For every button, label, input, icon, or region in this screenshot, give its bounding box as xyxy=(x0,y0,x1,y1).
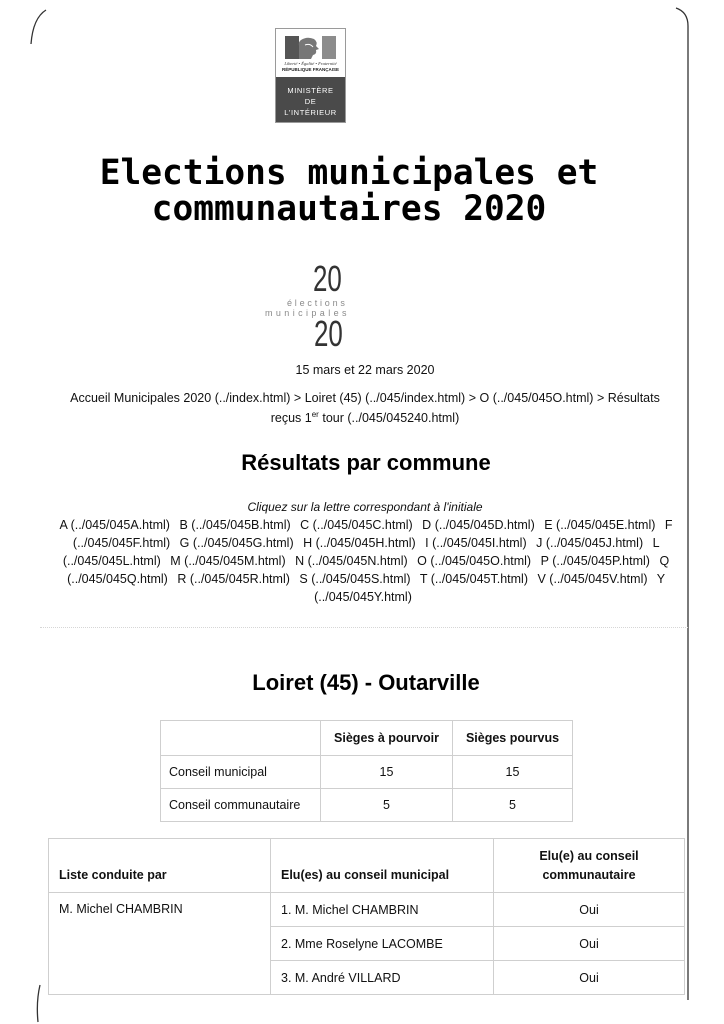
elected-municipal-name: 1. M. Michel CHAMBRIN xyxy=(271,893,494,927)
letter-label: T xyxy=(419,572,428,586)
letter-url: (../045/045Y.html) xyxy=(314,590,412,604)
breadcrumb-link[interactable] xyxy=(70,391,290,405)
elected-header-community: Elu(e) au conseil communautaire xyxy=(494,839,685,893)
letter-link-n[interactable] xyxy=(295,554,408,568)
letter-url: (../045/045R.html) xyxy=(189,572,290,586)
election-logo-top-number: 20 xyxy=(313,258,342,299)
letter-url: (../045/045H.html) xyxy=(315,536,416,550)
letter-label: F xyxy=(664,518,673,532)
letter-link-o[interactable] xyxy=(417,554,531,568)
election-dates: 15 mars et 22 mars 2020 xyxy=(295,363,435,377)
breadcrumb-ordinal-suffix: er xyxy=(311,410,319,419)
page-title-line: Elections municipales et xyxy=(99,153,599,193)
seats-header-to-fill: Sièges à pourvoir xyxy=(321,721,453,756)
breadcrumb-link-label: O xyxy=(479,391,490,405)
breadcrumb-link-label-end: tour xyxy=(322,411,344,425)
breadcrumb-separator: > xyxy=(596,391,605,405)
breadcrumb xyxy=(58,388,672,428)
council-label: Conseil communautaire xyxy=(161,789,321,822)
page-title-line: communautaires 2020 xyxy=(151,189,547,229)
letter-link-i[interactable] xyxy=(425,536,526,550)
letter-label: M xyxy=(170,554,181,568)
letter-index xyxy=(55,516,677,606)
breadcrumb-link-url: (../index.html) xyxy=(214,391,291,405)
letter-url: (../045/045P.html) xyxy=(552,554,650,568)
logo-ministry-line: DE xyxy=(304,97,317,106)
election-logo-word: municipales xyxy=(265,308,350,318)
list-leader: M. Michel CHAMBRIN xyxy=(49,893,271,995)
letter-label: R xyxy=(177,572,187,586)
letter-url: (../045/045G.html) xyxy=(192,536,294,550)
letter-label: L xyxy=(652,536,660,550)
letter-label: C xyxy=(300,518,310,532)
letter-link-s[interactable] xyxy=(299,572,410,586)
letter-url: (../045/045Q.html) xyxy=(67,572,168,586)
letter-url: (../045/045C.html) xyxy=(312,518,413,532)
letter-url: (../045/045J.html) xyxy=(545,536,644,550)
election-logo-word: élections xyxy=(287,298,348,308)
marianne-emblem-icon xyxy=(285,36,336,59)
seats-to-fill: 5 xyxy=(321,789,453,822)
letter-url: (../045/045A.html) xyxy=(70,518,170,532)
logo-ministry-line: MINISTÈRE xyxy=(287,86,334,95)
breadcrumb-separator: > xyxy=(293,391,302,405)
letter-link-a[interactable] xyxy=(59,518,170,532)
letter-label: P xyxy=(540,554,549,568)
letter-url: (../045/045I.html) xyxy=(432,536,527,550)
council-label: Conseil municipal xyxy=(161,756,321,789)
letter-link-g[interactable] xyxy=(180,536,294,550)
seats-table-header-row xyxy=(161,721,573,756)
letter-label: J xyxy=(536,536,543,550)
breadcrumb-link-label: Accueil Municipales 2020 xyxy=(70,391,212,405)
elected-header-list-leader: Liste conduite par xyxy=(49,839,271,893)
letter-label: E xyxy=(544,518,553,532)
ministry-logo xyxy=(275,28,346,123)
breadcrumb-separator: > xyxy=(468,391,476,405)
letter-link-p[interactable] xyxy=(541,554,650,568)
letter-label: N xyxy=(295,554,305,568)
seats-to-fill: 15 xyxy=(321,756,453,789)
letter-label: V xyxy=(537,572,546,586)
breadcrumb-link-url: (../045/045O.html) xyxy=(492,391,594,405)
breadcrumb-link-url: (../045/index.html) xyxy=(365,391,466,405)
letter-label: Y xyxy=(656,572,665,586)
letter-label: I xyxy=(425,536,429,550)
breadcrumb-link-label: Résultats reçus 1 xyxy=(270,391,660,425)
letter-url: (../045/045V.html) xyxy=(549,572,648,586)
table-row xyxy=(49,893,685,927)
breadcrumb-link-label: Loiret (45) xyxy=(304,391,362,405)
letter-link-e[interactable] xyxy=(544,518,655,532)
elected-community-status: Oui xyxy=(494,893,685,927)
seats-table xyxy=(160,720,573,822)
breadcrumb-link[interactable] xyxy=(305,391,466,405)
table-row xyxy=(161,756,573,789)
elected-community-status: Oui xyxy=(494,961,685,995)
page-title xyxy=(0,155,698,227)
letter-url: (../045/045T.html) xyxy=(430,572,528,586)
letter-label: B xyxy=(179,518,188,532)
letter-link-c[interactable] xyxy=(300,518,413,532)
elected-municipal-name: 2. Mme Roselyne LACOMBE xyxy=(271,927,494,961)
letter-link-h[interactable] xyxy=(303,536,416,550)
letter-url: (../045/045S.html) xyxy=(311,572,411,586)
letter-label: H xyxy=(303,536,313,550)
letter-url: (../045/045B.html) xyxy=(191,518,291,532)
commune-heading: Loiret (45) - Outarville xyxy=(252,670,480,695)
seats-filled: 15 xyxy=(453,756,573,789)
letter-link-m[interactable] xyxy=(170,554,285,568)
letter-label: A xyxy=(59,518,68,532)
letter-link-r[interactable] xyxy=(177,572,290,586)
logo-ministry-block xyxy=(276,77,345,122)
letter-url: (../045/045F.html) xyxy=(72,536,171,550)
letter-instruction: Cliquez sur la lettre correspondant à l'initiale xyxy=(247,500,483,514)
letter-label: O xyxy=(417,554,427,568)
results-heading: Résultats par commune xyxy=(241,450,491,475)
letter-link-d[interactable] xyxy=(422,518,535,532)
elected-table xyxy=(48,838,685,995)
letter-url: (../045/045O.html) xyxy=(430,554,532,568)
election-logo-bottom-number: 20 xyxy=(314,313,343,354)
elected-community-status: Oui xyxy=(494,927,685,961)
letter-link-b[interactable] xyxy=(179,518,290,532)
seats-filled: 5 xyxy=(453,789,573,822)
section-divider xyxy=(40,627,688,628)
letter-url: (../045/045N.html) xyxy=(307,554,408,568)
breadcrumb-link-url: (../045/045240.html) xyxy=(347,411,460,425)
seats-header-filled: Sièges pourvus xyxy=(453,721,573,756)
letter-link-v[interactable] xyxy=(537,572,647,586)
logo-motto: Liberté • Égalité • Fraternité xyxy=(284,61,337,66)
logo-republic: RÉPUBLIQUE FRANÇAISE xyxy=(281,67,339,72)
letter-link-t[interactable] xyxy=(420,572,528,586)
table-row xyxy=(161,789,573,822)
letter-url: (../045/045L.html) xyxy=(62,554,161,568)
letter-url: (../045/045D.html) xyxy=(434,518,535,532)
elected-table-header-row xyxy=(49,839,685,893)
letter-url: (../045/045M.html) xyxy=(184,554,286,568)
letter-label: S xyxy=(299,572,308,586)
letter-label: D xyxy=(422,518,432,532)
logo-ministry-line: L'INTÉRIEUR xyxy=(284,108,337,117)
seats-table-corner-cell xyxy=(161,721,321,756)
letter-url: (../045/045E.html) xyxy=(556,518,656,532)
letter-link-j[interactable] xyxy=(536,536,643,550)
letter-label: G xyxy=(179,536,190,550)
elected-municipal-name: 3. M. André VILLARD xyxy=(271,961,494,995)
elected-header-municipal: Elu(es) au conseil municipal xyxy=(271,839,494,893)
breadcrumb-link[interactable] xyxy=(479,391,593,405)
letter-label: Q xyxy=(659,554,670,568)
